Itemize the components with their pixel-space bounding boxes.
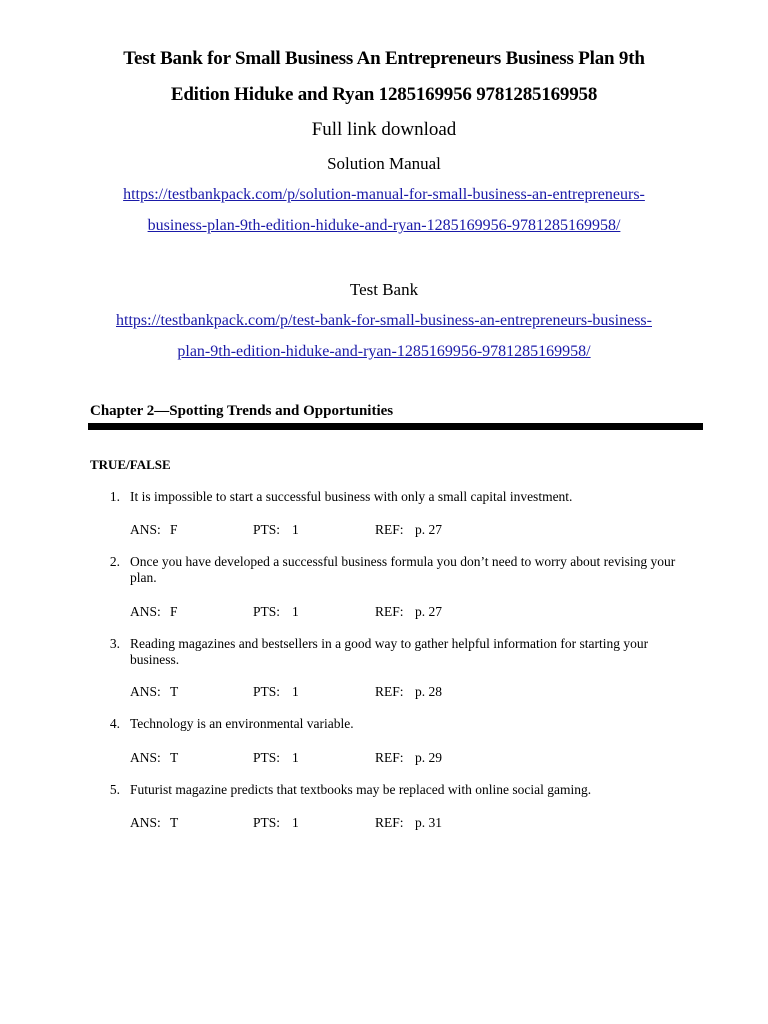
question-number: 5. [109,782,120,797]
question-text: Reading magazines and bestsellers in a good way to gather helpful information for starting your business. [130,636,649,667]
chapter-divider [88,423,703,430]
solution-manual-label: Solution Manual [327,154,441,173]
pts-label: PTS: [253,815,281,830]
question-number: 3. [109,636,120,651]
ans-value: F [170,522,178,537]
test-bank-link-continued[interactable] [0,343,768,361]
ref-value: p. 31 [415,815,442,830]
question-text: Futurist magazine predicts that textbooks may be replaced with online social gaming. [130,782,592,797]
question-text: It is impossible to start a successful business with only a small capital investment. [130,489,573,504]
ans-value: T [170,815,179,830]
solution-manual-link-line-1[interactable]: https://testbankpack.com/p/solution-manual-for-small-business-an-entrepreneurs- [123,186,645,203]
test-bank-link-line-2[interactable]: plan-9th-edition-hiduke-and-ryan-1285169956-9781285169958/ [177,343,591,360]
solution-manual-link-line-2[interactable]: business-plan-9th-edition-hiduke-and-ryan-1285169956-9781285169958/ [147,217,621,234]
pts-value: 1 [292,522,299,537]
ans-value: T [170,684,179,699]
ref-label: REF: [375,815,404,830]
ans-value: F [170,604,178,619]
solution-manual-link-continued[interactable] [0,217,768,235]
pts-value: 1 [292,750,299,765]
question-number: 1. [109,489,120,504]
test-bank-label: Test Bank [349,280,419,299]
pts-value: 1 [292,684,299,699]
ref-value: p. 27 [415,604,442,619]
chapter-heading: Chapter 2—Spotting Trends and Opportunities [90,403,394,419]
ans-label: ANS: [130,522,161,537]
ans-label: ANS: [130,604,161,619]
question-number: 2. [109,554,120,569]
pts-label: PTS: [253,750,281,765]
ref-label: REF: [375,684,404,699]
ref-label: REF: [375,604,404,619]
pts-value: 1 [292,815,299,830]
document-title-line-2: Edition Hiduke and Ryan 1285169956 9781285169958 [170,84,598,105]
ans-label: ANS: [130,815,161,830]
ref-value: p. 27 [415,522,442,537]
pts-label: PTS: [253,604,281,619]
ref-label: REF: [375,750,404,765]
question-text: Technology is an environmental variable. [130,716,354,731]
question-number: 4. [109,716,120,731]
document-title-line-1: Test Bank for Small Business An Entrepreneurs Business Plan 9th [123,48,645,69]
ans-label: ANS: [130,684,161,699]
pts-label: PTS: [253,684,281,699]
ref-label: REF: [375,522,404,537]
ans-value: T [170,750,179,765]
test-bank-link[interactable] [0,312,768,330]
test-bank-link-line-1[interactable]: https://testbankpack.com/p/test-bank-for-small-business-an-entrepreneurs-business- [116,312,652,329]
question-text: Once you have developed a successful business formula you don’t need to worry about revising your plan. [130,554,676,585]
section-heading: TRUE/FALSE [90,457,171,472]
pts-label: PTS: [253,522,281,537]
ans-label: ANS: [130,750,161,765]
ref-value: p. 29 [415,750,442,765]
solution-manual-link[interactable] [0,186,768,204]
full-link-label: Full link download [311,119,457,140]
ref-value: p. 28 [415,684,442,699]
pts-value: 1 [292,604,299,619]
